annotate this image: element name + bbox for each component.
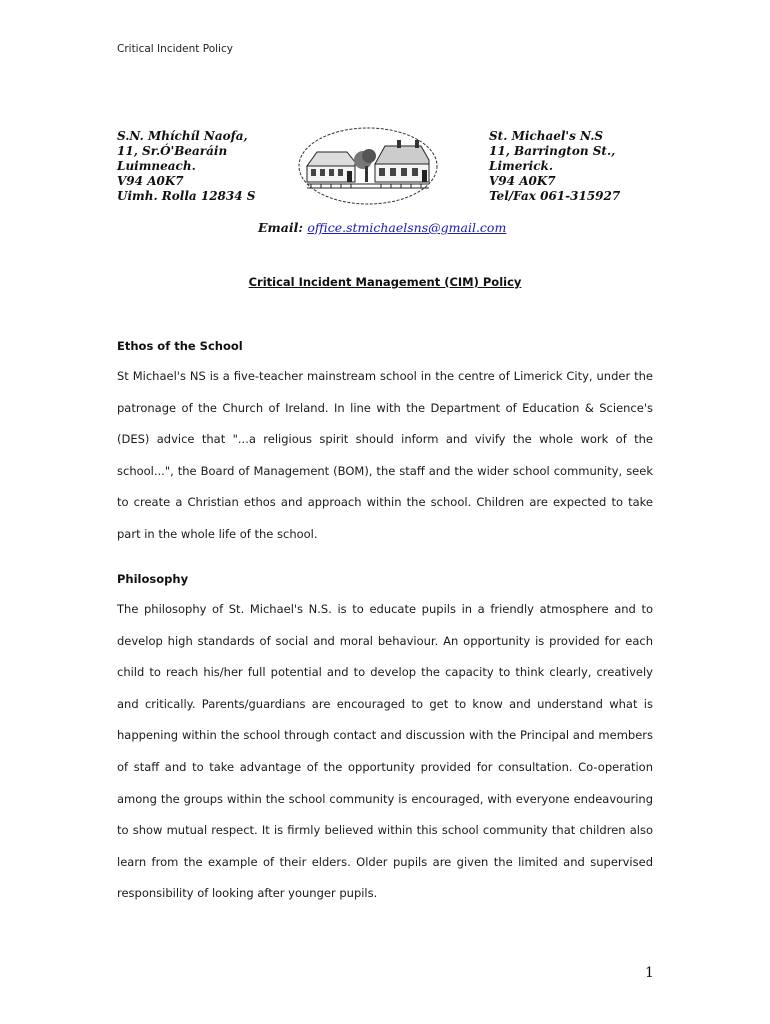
address-line: Uimh. Rolla 12834 S xyxy=(117,189,256,203)
email-label: Email: xyxy=(258,220,303,235)
address-line: Limerick. xyxy=(489,159,554,173)
document-title: Critical Incident Management (CIM) Policy xyxy=(248,275,522,289)
address-line: St. Michael's N.S xyxy=(489,129,604,143)
letterhead-english-address xyxy=(489,129,620,204)
running-header: Critical Incident Policy xyxy=(117,43,233,55)
email-link[interactable]: office.stmichaelsns@gmail.com xyxy=(307,220,507,235)
address-line: Tel/Fax 061-315927 xyxy=(489,189,621,203)
section-body-philosophy: The philosophy of St. Michael's N.S. is to educate pupils in a friendly atmosphere and to develop high standards of social and moral behaviour. An opportunity is provided for each child to reach his/her full potential and to develop the capacity to think clearly, creatively and critically. Parents/guardians are encouraged to get to know and understand what is happening within the school through contact and discussion with the Principal and members of staff and to take advantage of the opportunity provided for consultation. Co-operation among the groups within the school community is encouraged, with everyone endeavouring to show mutual respect. It is firmly believed within this school community that children also learn from the example of their elders. Older pupils are given the limited and supervised responsibility of looking after younger pupils. xyxy=(117,602,653,901)
address-line: V94 A0K7 xyxy=(117,174,184,188)
section-heading-ethos: Ethos of the School xyxy=(117,339,243,353)
address-line: S.N. Mhíchíl Naofa, xyxy=(117,129,248,143)
address-line: V94 A0K7 xyxy=(489,174,556,188)
section-heading-philosophy: Philosophy xyxy=(117,572,189,586)
page-number: 1 xyxy=(645,965,654,981)
school-building-illustration xyxy=(297,126,439,206)
section-body-ethos: St Michael's NS is a five-teacher mainstream school in the centre of Limerick City, under the patronage of the Church of Ireland. In line with the Department of Education & Science's (DES) advice that "...a religious spirit should inform and vivify the whole work of the school...", the Board of Management (BOM), the staff and the wider school community, seek to create a Christian ethos and approach within the school. Children are expected to take part in the whole life of the school. xyxy=(117,369,653,541)
email-line xyxy=(258,220,506,235)
address-line: 11, Barrington St., xyxy=(489,144,616,158)
letterhead-irish-address xyxy=(117,129,255,204)
address-line: Luimneach. xyxy=(117,159,196,173)
address-line: 11, Sr.Ó'Bearáin xyxy=(117,144,228,158)
